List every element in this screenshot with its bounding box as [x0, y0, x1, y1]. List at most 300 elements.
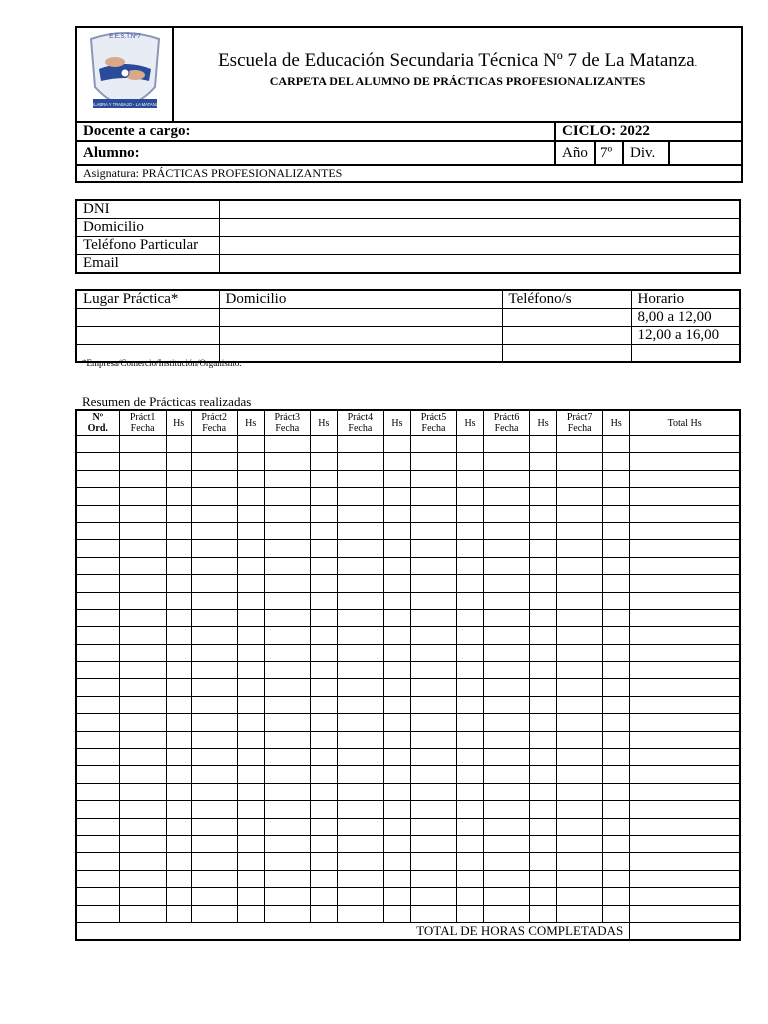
- table-cell[interactable]: [557, 505, 603, 522]
- table-cell[interactable]: [337, 522, 383, 539]
- table-cell[interactable]: [119, 488, 166, 505]
- table-cell[interactable]: [457, 557, 484, 574]
- table-cell[interactable]: [530, 853, 557, 870]
- table-cell[interactable]: [530, 436, 557, 453]
- table-cell[interactable]: [383, 592, 410, 609]
- table-cell[interactable]: [76, 731, 119, 748]
- table-cell[interactable]: [410, 835, 456, 852]
- table-cell[interactable]: [530, 870, 557, 887]
- table-cell[interactable]: [630, 818, 740, 835]
- table-cell[interactable]: [119, 592, 166, 609]
- table-cell[interactable]: [457, 662, 484, 679]
- table-cell[interactable]: [76, 592, 119, 609]
- table-cell[interactable]: [603, 575, 630, 592]
- table-cell[interactable]: [410, 870, 456, 887]
- table-cell[interactable]: [603, 801, 630, 818]
- table-cell[interactable]: [191, 644, 237, 661]
- table-cell[interactable]: [484, 592, 530, 609]
- table-cell[interactable]: [383, 540, 410, 557]
- table-cell[interactable]: [191, 488, 237, 505]
- table-cell[interactable]: [530, 783, 557, 800]
- table-cell[interactable]: [457, 488, 484, 505]
- table-cell[interactable]: [310, 749, 337, 766]
- table-cell[interactable]: [76, 905, 119, 922]
- table-cell[interactable]: [337, 783, 383, 800]
- table-cell[interactable]: [530, 662, 557, 679]
- table-cell[interactable]: [237, 714, 264, 731]
- table-cell[interactable]: [237, 696, 264, 713]
- table-cell[interactable]: [557, 905, 603, 922]
- table-cell[interactable]: [457, 540, 484, 557]
- table-cell[interactable]: [166, 592, 191, 609]
- table-cell[interactable]: [530, 540, 557, 557]
- table-cell[interactable]: [76, 714, 119, 731]
- table-cell[interactable]: [630, 835, 740, 852]
- table-cell[interactable]: [457, 870, 484, 887]
- table-cell[interactable]: [337, 627, 383, 644]
- table-cell[interactable]: [191, 818, 237, 835]
- table-cell[interactable]: [166, 818, 191, 835]
- table-cell[interactable]: [557, 679, 603, 696]
- table-cell[interactable]: [410, 488, 456, 505]
- table-cell[interactable]: [603, 609, 630, 626]
- table-cell[interactable]: [191, 801, 237, 818]
- lugar-field[interactable]: [76, 309, 219, 327]
- table-cell[interactable]: [557, 783, 603, 800]
- table-cell[interactable]: [410, 731, 456, 748]
- table-cell[interactable]: [237, 679, 264, 696]
- table-cell[interactable]: [530, 905, 557, 922]
- table-cell[interactable]: [530, 505, 557, 522]
- table-cell[interactable]: [383, 453, 410, 470]
- table-cell[interactable]: [264, 749, 310, 766]
- table-cell[interactable]: [457, 731, 484, 748]
- table-cell[interactable]: [557, 644, 603, 661]
- table-cell[interactable]: [119, 818, 166, 835]
- table-cell[interactable]: [337, 679, 383, 696]
- table-cell[interactable]: [630, 853, 740, 870]
- table-cell[interactable]: [166, 870, 191, 887]
- table-cell[interactable]: [237, 853, 264, 870]
- table-cell[interactable]: [383, 783, 410, 800]
- table-cell[interactable]: [630, 627, 740, 644]
- table-cell[interactable]: [76, 522, 119, 539]
- table-cell[interactable]: [337, 696, 383, 713]
- table-cell[interactable]: [310, 470, 337, 487]
- table-cell[interactable]: [76, 540, 119, 557]
- table-cell[interactable]: [337, 470, 383, 487]
- lugar-telefono-field[interactable]: [502, 309, 631, 327]
- table-cell[interactable]: [337, 801, 383, 818]
- table-cell[interactable]: [630, 488, 740, 505]
- lugar-domicilio-field[interactable]: [219, 327, 502, 345]
- table-cell[interactable]: [76, 557, 119, 574]
- table-cell[interactable]: [76, 627, 119, 644]
- table-cell[interactable]: [191, 592, 237, 609]
- table-cell[interactable]: [191, 557, 237, 574]
- table-cell[interactable]: [119, 505, 166, 522]
- table-cell[interactable]: [119, 662, 166, 679]
- table-cell[interactable]: [630, 870, 740, 887]
- table-cell[interactable]: [557, 870, 603, 887]
- table-cell[interactable]: [310, 453, 337, 470]
- table-cell[interactable]: [557, 731, 603, 748]
- table-cell[interactable]: [457, 783, 484, 800]
- table-cell[interactable]: [410, 627, 456, 644]
- table-cell[interactable]: [410, 679, 456, 696]
- table-cell[interactable]: [557, 835, 603, 852]
- table-cell[interactable]: [310, 488, 337, 505]
- table-cell[interactable]: [264, 835, 310, 852]
- table-cell[interactable]: [119, 609, 166, 626]
- table-cell[interactable]: [603, 557, 630, 574]
- table-cell[interactable]: [264, 557, 310, 574]
- table-cell[interactable]: [557, 453, 603, 470]
- table-cell[interactable]: [630, 749, 740, 766]
- table-cell[interactable]: [337, 644, 383, 661]
- table-cell[interactable]: [191, 835, 237, 852]
- table-cell[interactable]: [630, 540, 740, 557]
- table-cell[interactable]: [166, 783, 191, 800]
- table-cell[interactable]: [557, 818, 603, 835]
- table-cell[interactable]: [530, 801, 557, 818]
- table-cell[interactable]: [410, 522, 456, 539]
- docente-field[interactable]: Docente a cargo:: [76, 122, 555, 141]
- table-cell[interactable]: [557, 609, 603, 626]
- table-cell[interactable]: [410, 575, 456, 592]
- table-cell[interactable]: [484, 714, 530, 731]
- table-cell[interactable]: [484, 835, 530, 852]
- table-cell[interactable]: [603, 662, 630, 679]
- table-cell[interactable]: [530, 453, 557, 470]
- table-cell[interactable]: [383, 731, 410, 748]
- table-cell[interactable]: [410, 540, 456, 557]
- table-cell[interactable]: [530, 679, 557, 696]
- table-cell[interactable]: [166, 888, 191, 905]
- table-cell[interactable]: [484, 679, 530, 696]
- table-cell[interactable]: [264, 644, 310, 661]
- table-cell[interactable]: [191, 436, 237, 453]
- table-cell[interactable]: [410, 783, 456, 800]
- table-cell[interactable]: [383, 714, 410, 731]
- table-cell[interactable]: [630, 505, 740, 522]
- table-cell[interactable]: [166, 575, 191, 592]
- table-cell[interactable]: [310, 835, 337, 852]
- table-cell[interactable]: [237, 644, 264, 661]
- table-cell[interactable]: [410, 505, 456, 522]
- table-cell[interactable]: [264, 818, 310, 835]
- table-cell[interactable]: [630, 453, 740, 470]
- table-cell[interactable]: [484, 505, 530, 522]
- table-cell[interactable]: [603, 644, 630, 661]
- table-cell[interactable]: [337, 453, 383, 470]
- table-cell[interactable]: [383, 644, 410, 661]
- table-cell[interactable]: [264, 679, 310, 696]
- table-cell[interactable]: [76, 662, 119, 679]
- table-cell[interactable]: [457, 436, 484, 453]
- table-cell[interactable]: [264, 522, 310, 539]
- table-cell[interactable]: [603, 592, 630, 609]
- table-cell[interactable]: [603, 888, 630, 905]
- table-cell[interactable]: [457, 714, 484, 731]
- table-cell[interactable]: [237, 870, 264, 887]
- table-cell[interactable]: [119, 453, 166, 470]
- table-cell[interactable]: [191, 905, 237, 922]
- table-cell[interactable]: [337, 714, 383, 731]
- table-cell[interactable]: [119, 644, 166, 661]
- table-cell[interactable]: [76, 575, 119, 592]
- table-cell[interactable]: [383, 557, 410, 574]
- table-cell[interactable]: [383, 522, 410, 539]
- table-cell[interactable]: [383, 749, 410, 766]
- table-cell[interactable]: [484, 609, 530, 626]
- table-cell[interactable]: [484, 783, 530, 800]
- table-cell[interactable]: [410, 557, 456, 574]
- table-cell[interactable]: [191, 853, 237, 870]
- table-cell[interactable]: [119, 557, 166, 574]
- table-cell[interactable]: [337, 853, 383, 870]
- table-cell[interactable]: [76, 853, 119, 870]
- table-cell[interactable]: [383, 696, 410, 713]
- table-cell[interactable]: [76, 835, 119, 852]
- table-cell[interactable]: [383, 609, 410, 626]
- table-cell[interactable]: [264, 696, 310, 713]
- table-cell[interactable]: [484, 436, 530, 453]
- table-cell[interactable]: [630, 557, 740, 574]
- table-cell[interactable]: [237, 835, 264, 852]
- table-cell[interactable]: [484, 888, 530, 905]
- table-cell[interactable]: [237, 731, 264, 748]
- table-cell[interactable]: [410, 696, 456, 713]
- table-cell[interactable]: [557, 522, 603, 539]
- table-cell[interactable]: [166, 662, 191, 679]
- table-cell[interactable]: [630, 696, 740, 713]
- table-cell[interactable]: [630, 436, 740, 453]
- table-cell[interactable]: [237, 522, 264, 539]
- table-cell[interactable]: [457, 522, 484, 539]
- table-cell[interactable]: [191, 575, 237, 592]
- table-cell[interactable]: [76, 436, 119, 453]
- table-cell[interactable]: [484, 644, 530, 661]
- table-cell[interactable]: [337, 888, 383, 905]
- table-cell[interactable]: [237, 609, 264, 626]
- table-cell[interactable]: [166, 505, 191, 522]
- table-cell[interactable]: [76, 488, 119, 505]
- table-cell[interactable]: [557, 540, 603, 557]
- table-cell[interactable]: [237, 505, 264, 522]
- table-cell[interactable]: [119, 696, 166, 713]
- table-cell[interactable]: [264, 470, 310, 487]
- table-cell[interactable]: [264, 609, 310, 626]
- domicilio-field[interactable]: [219, 219, 740, 237]
- table-cell[interactable]: [630, 592, 740, 609]
- table-cell[interactable]: [337, 905, 383, 922]
- table-cell[interactable]: [264, 888, 310, 905]
- table-cell[interactable]: [237, 540, 264, 557]
- table-cell[interactable]: [310, 696, 337, 713]
- table-cell[interactable]: [119, 905, 166, 922]
- table-cell[interactable]: [76, 749, 119, 766]
- table-cell[interactable]: [457, 696, 484, 713]
- table-cell[interactable]: [191, 783, 237, 800]
- table-cell[interactable]: [264, 870, 310, 887]
- table-cell[interactable]: [237, 470, 264, 487]
- table-cell[interactable]: [166, 679, 191, 696]
- table-cell[interactable]: [76, 679, 119, 696]
- table-cell[interactable]: [410, 801, 456, 818]
- table-cell[interactable]: [191, 714, 237, 731]
- table-cell[interactable]: [166, 766, 191, 783]
- table-cell[interactable]: [337, 557, 383, 574]
- table-cell[interactable]: [191, 749, 237, 766]
- telefono-field[interactable]: [219, 237, 740, 255]
- table-cell[interactable]: [603, 714, 630, 731]
- table-cell[interactable]: [457, 801, 484, 818]
- table-cell[interactable]: [457, 679, 484, 696]
- table-cell[interactable]: [119, 436, 166, 453]
- table-cell[interactable]: [76, 766, 119, 783]
- table-cell[interactable]: [410, 766, 456, 783]
- table-cell[interactable]: [530, 696, 557, 713]
- table-cell[interactable]: [530, 644, 557, 661]
- table-cell[interactable]: [484, 488, 530, 505]
- table-cell[interactable]: [603, 522, 630, 539]
- table-cell[interactable]: [337, 870, 383, 887]
- table-cell[interactable]: [166, 436, 191, 453]
- table-cell[interactable]: [337, 488, 383, 505]
- table-cell[interactable]: [383, 662, 410, 679]
- table-cell[interactable]: [603, 783, 630, 800]
- table-cell[interactable]: [603, 627, 630, 644]
- lugar-telefono-field[interactable]: [502, 327, 631, 345]
- table-cell[interactable]: [264, 488, 310, 505]
- table-cell[interactable]: [530, 609, 557, 626]
- table-cell[interactable]: [237, 488, 264, 505]
- table-cell[interactable]: [264, 505, 310, 522]
- table-cell[interactable]: [603, 436, 630, 453]
- table-cell[interactable]: [457, 905, 484, 922]
- table-cell[interactable]: [557, 470, 603, 487]
- table-cell[interactable]: [603, 505, 630, 522]
- table-cell[interactable]: [630, 644, 740, 661]
- table-cell[interactable]: [76, 505, 119, 522]
- table-cell[interactable]: [237, 905, 264, 922]
- table-cell[interactable]: [383, 870, 410, 887]
- table-cell[interactable]: [264, 575, 310, 592]
- table-cell[interactable]: [410, 436, 456, 453]
- table-cell[interactable]: [484, 818, 530, 835]
- table-cell[interactable]: [191, 662, 237, 679]
- total-value-field[interactable]: [630, 922, 740, 940]
- table-cell[interactable]: [237, 818, 264, 835]
- table-cell[interactable]: [484, 731, 530, 748]
- table-cell[interactable]: [310, 714, 337, 731]
- table-cell[interactable]: [630, 609, 740, 626]
- table-cell[interactable]: [166, 749, 191, 766]
- table-cell[interactable]: [264, 436, 310, 453]
- table-cell[interactable]: [457, 644, 484, 661]
- table-cell[interactable]: [166, 557, 191, 574]
- table-cell[interactable]: [630, 766, 740, 783]
- table-cell[interactable]: [557, 714, 603, 731]
- table-cell[interactable]: [383, 905, 410, 922]
- table-cell[interactable]: [119, 540, 166, 557]
- table-cell[interactable]: [166, 714, 191, 731]
- table-cell[interactable]: [264, 766, 310, 783]
- table-cell[interactable]: [310, 557, 337, 574]
- table-cell[interactable]: [166, 453, 191, 470]
- table-cell[interactable]: [557, 627, 603, 644]
- table-cell[interactable]: [603, 679, 630, 696]
- table-cell[interactable]: [457, 575, 484, 592]
- table-cell[interactable]: [337, 835, 383, 852]
- table-cell[interactable]: [166, 609, 191, 626]
- table-cell[interactable]: [264, 592, 310, 609]
- table-cell[interactable]: [603, 818, 630, 835]
- table-cell[interactable]: [166, 627, 191, 644]
- table-cell[interactable]: [557, 888, 603, 905]
- table-cell[interactable]: [310, 801, 337, 818]
- table-cell[interactable]: [457, 853, 484, 870]
- table-cell[interactable]: [119, 766, 166, 783]
- table-cell[interactable]: [119, 749, 166, 766]
- table-cell[interactable]: [530, 488, 557, 505]
- table-cell[interactable]: [603, 470, 630, 487]
- table-cell[interactable]: [557, 436, 603, 453]
- table-cell[interactable]: [410, 662, 456, 679]
- table-cell[interactable]: [457, 453, 484, 470]
- table-cell[interactable]: [310, 436, 337, 453]
- table-cell[interactable]: [410, 905, 456, 922]
- table-cell[interactable]: [237, 557, 264, 574]
- table-cell[interactable]: [383, 436, 410, 453]
- table-cell[interactable]: [383, 679, 410, 696]
- table-cell[interactable]: [166, 801, 191, 818]
- table-cell[interactable]: [630, 801, 740, 818]
- table-cell[interactable]: [603, 540, 630, 557]
- email-field[interactable]: [219, 255, 740, 274]
- table-cell[interactable]: [630, 662, 740, 679]
- table-cell[interactable]: [557, 557, 603, 574]
- table-cell[interactable]: [337, 609, 383, 626]
- table-cell[interactable]: [264, 853, 310, 870]
- table-cell[interactable]: [264, 783, 310, 800]
- table-cell[interactable]: [530, 835, 557, 852]
- table-cell[interactable]: [557, 575, 603, 592]
- table-cell[interactable]: [630, 714, 740, 731]
- table-cell[interactable]: [310, 609, 337, 626]
- table-cell[interactable]: [484, 540, 530, 557]
- table-cell[interactable]: [310, 870, 337, 887]
- table-cell[interactable]: [557, 801, 603, 818]
- table-cell[interactable]: [310, 644, 337, 661]
- table-cell[interactable]: [310, 731, 337, 748]
- table-cell[interactable]: [603, 731, 630, 748]
- table-cell[interactable]: [630, 783, 740, 800]
- table-cell[interactable]: [237, 627, 264, 644]
- table-cell[interactable]: [119, 522, 166, 539]
- table-cell[interactable]: [484, 853, 530, 870]
- table-cell[interactable]: [530, 522, 557, 539]
- table-cell[interactable]: [383, 627, 410, 644]
- table-cell[interactable]: [264, 540, 310, 557]
- table-cell[interactable]: [410, 453, 456, 470]
- table-cell[interactable]: [603, 905, 630, 922]
- table-cell[interactable]: [530, 557, 557, 574]
- table-cell[interactable]: [310, 505, 337, 522]
- table-cell[interactable]: [603, 766, 630, 783]
- table-cell[interactable]: [484, 905, 530, 922]
